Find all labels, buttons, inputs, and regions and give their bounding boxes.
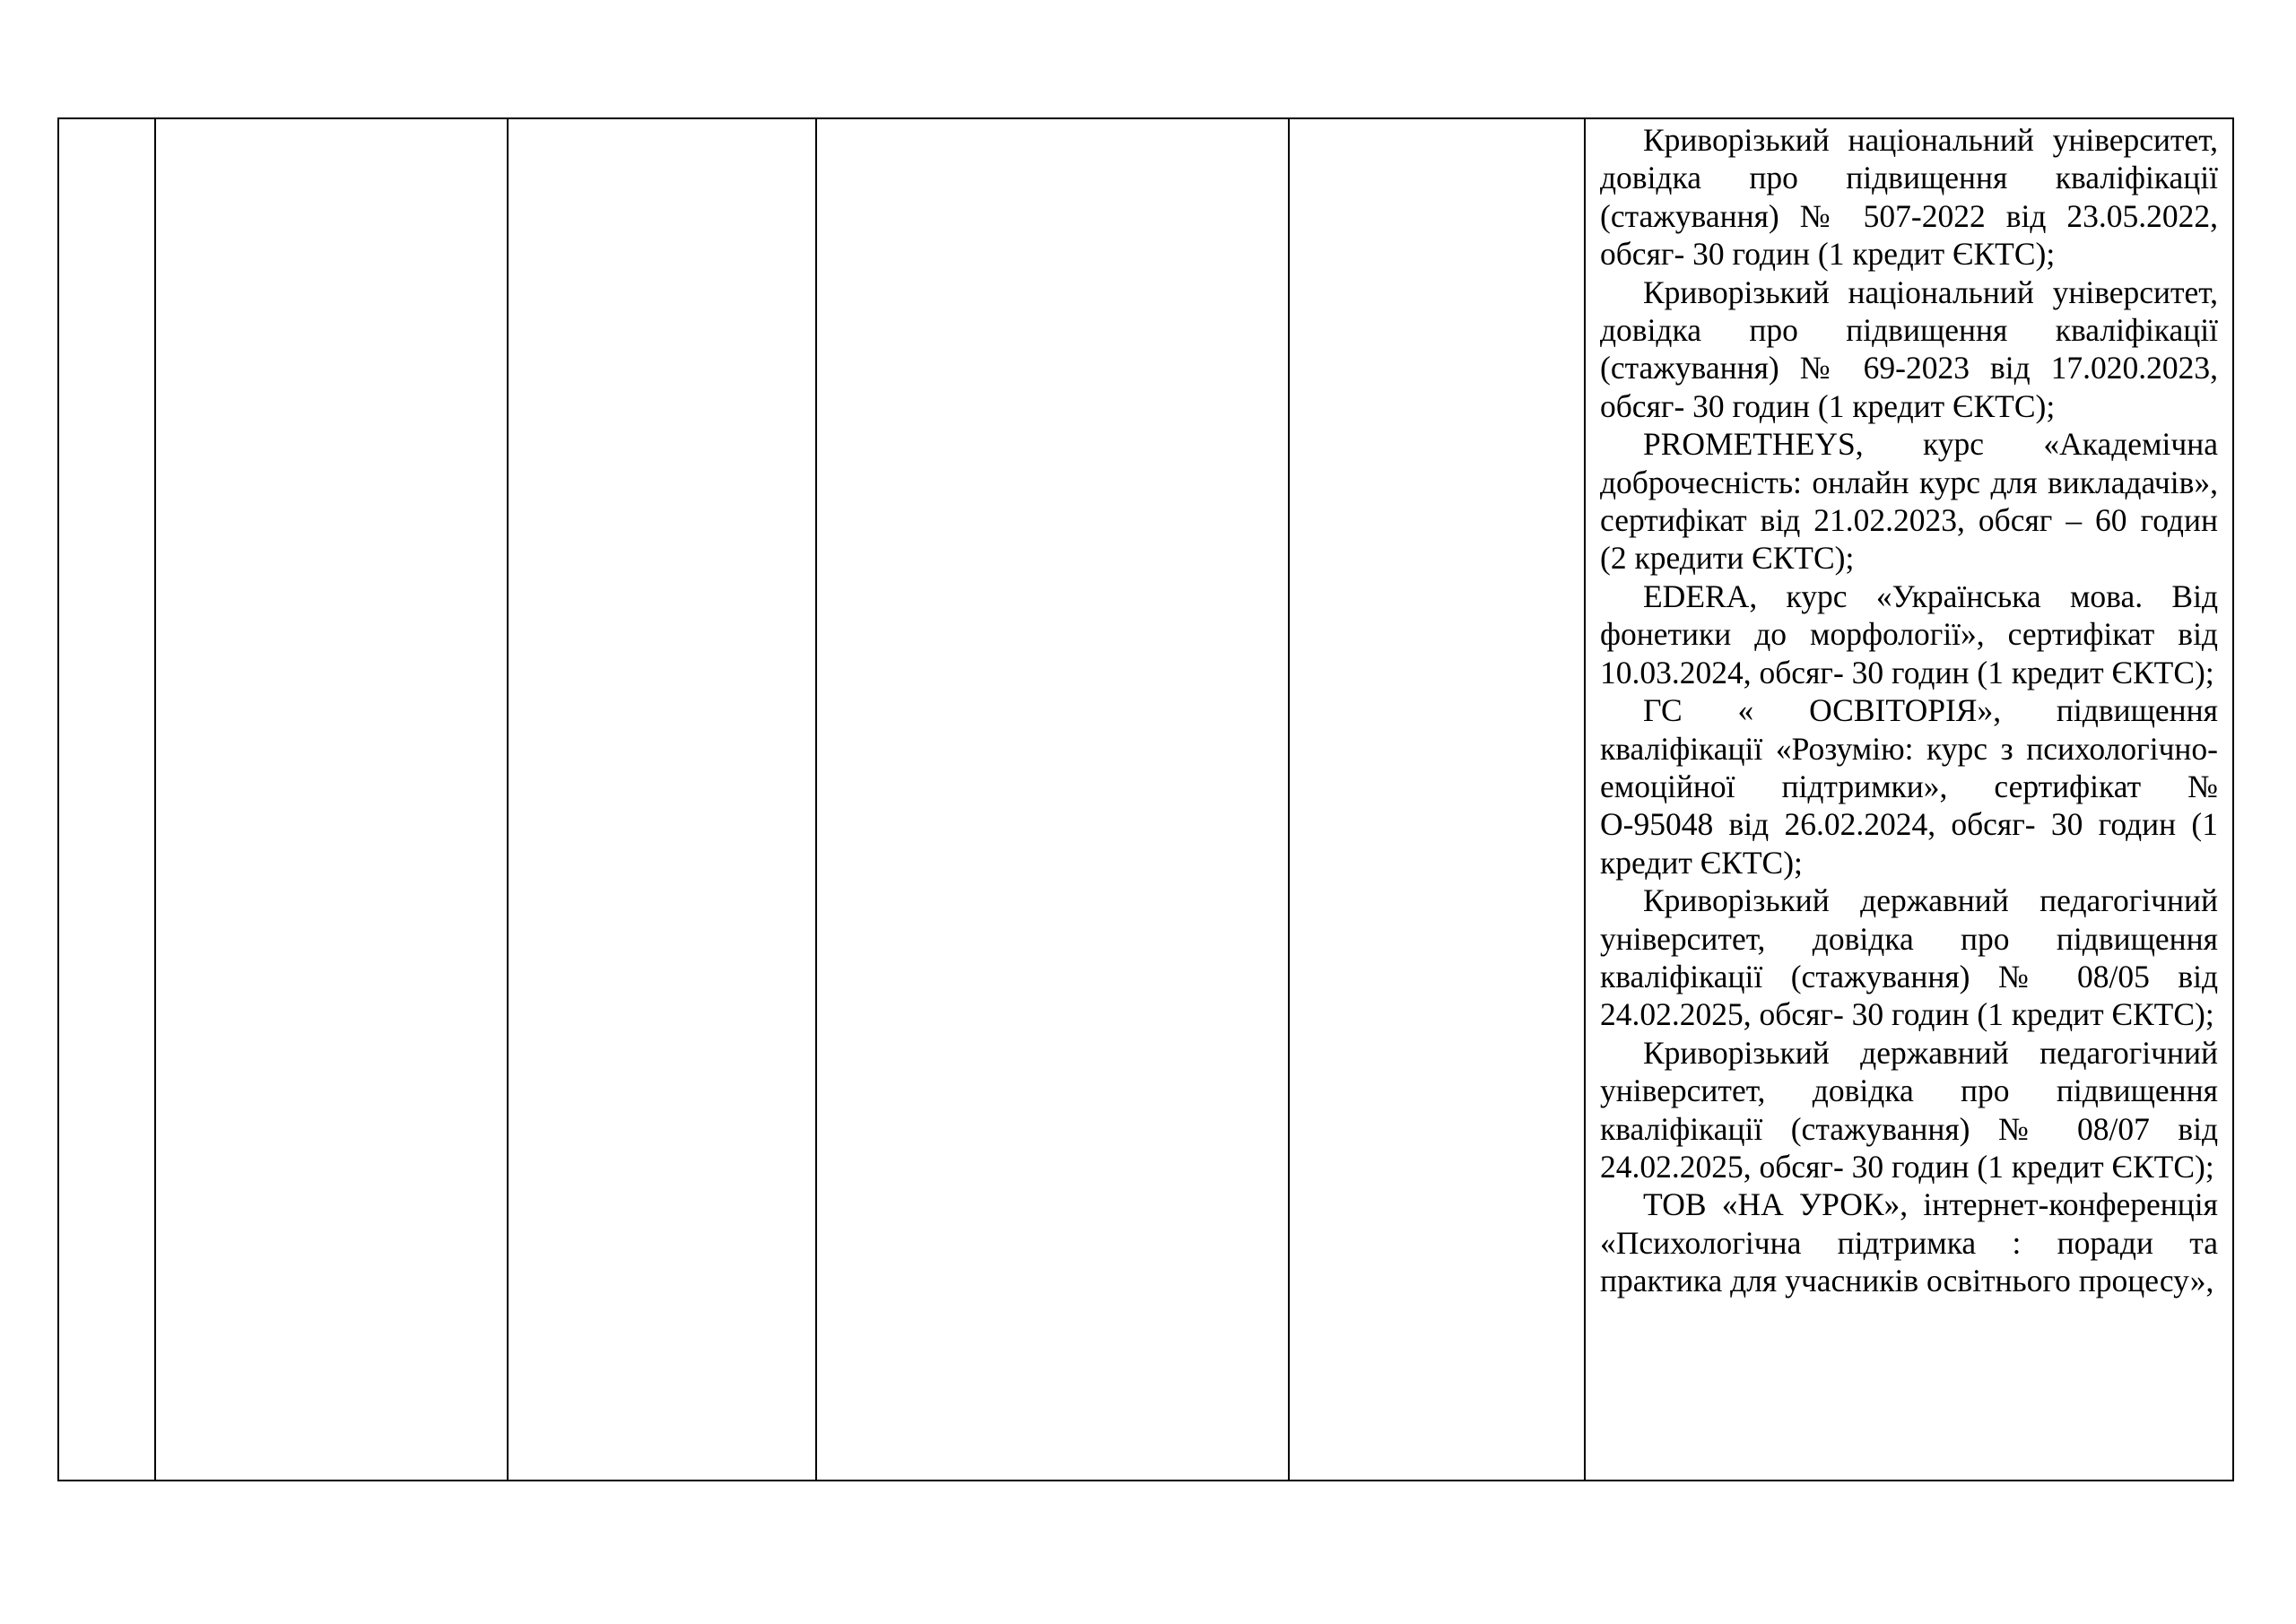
qualification-table xyxy=(57,117,2234,1481)
qualifications-list xyxy=(1586,119,2232,1300)
qualification-entry: Криворізький державний педагогічний університет, довідка про підвищення кваліфікації (стажування) № 08/05 від 24.02.2025, обсяг- 30 годин (1 кредит ЄКТС); xyxy=(1600,882,2218,1033)
qualification-entry: Криворізький державний педагогічний університет, довідка про підвищення кваліфікації (стажування) № 08/07 від 24.02.2025, обсяг- 30 годин (1 кредит ЄКТС); xyxy=(1600,1034,2218,1185)
qualification-entry: PROMETHEYS, курс «Академічна доброчесність: онлайн курс для викладачів», сертифікат від 21.02.2023, обсяг – 60 годин (2 кредити ЄКТС); xyxy=(1600,426,2218,577)
table-row xyxy=(58,118,2233,1481)
table-cell-2 xyxy=(155,118,508,1481)
table-cell-3 xyxy=(508,118,816,1481)
qualification-entry: ГС « ОСВІТОРІЯ», підвищення кваліфікації «Розумію: курс з психологічно-емоційної підтримки», сертифікат № О-95048 від 26.02.2024, обсяг- 30 годин (1 кредит ЄКТС); xyxy=(1600,692,2218,881)
table-cell-qualifications xyxy=(1585,118,2233,1481)
table-cell-1 xyxy=(58,118,155,1481)
qualification-entry: Криворізький національний університет, довідка про підвищення кваліфікації (стажування) № 69-2023 від 17.020.2023, обсяг- 30 годин (1 кредит ЄКТС); xyxy=(1600,274,2218,424)
qualification-entry: ТОВ «НА УРОК», інтернет-конференція «Психологічна підтримка : поради та практика для учасників освітнього процесу», xyxy=(1600,1186,2218,1299)
table-cell-4 xyxy=(816,118,1289,1481)
qualification-entry: Криворізький національний університет, довідка про підвищення кваліфікації (стажування) № 507-2022 від 23.05.2022, обсяг- 30 годин (1 кредит ЄКТС); xyxy=(1600,122,2218,273)
qualification-entry: EDERA, курс «Українська мова. Від фонетики до морфології», сертифікат від 10.03.2024, обсяг- 30 годин (1 кредит ЄКТС); xyxy=(1600,578,2218,690)
table-cell-5 xyxy=(1289,118,1585,1481)
